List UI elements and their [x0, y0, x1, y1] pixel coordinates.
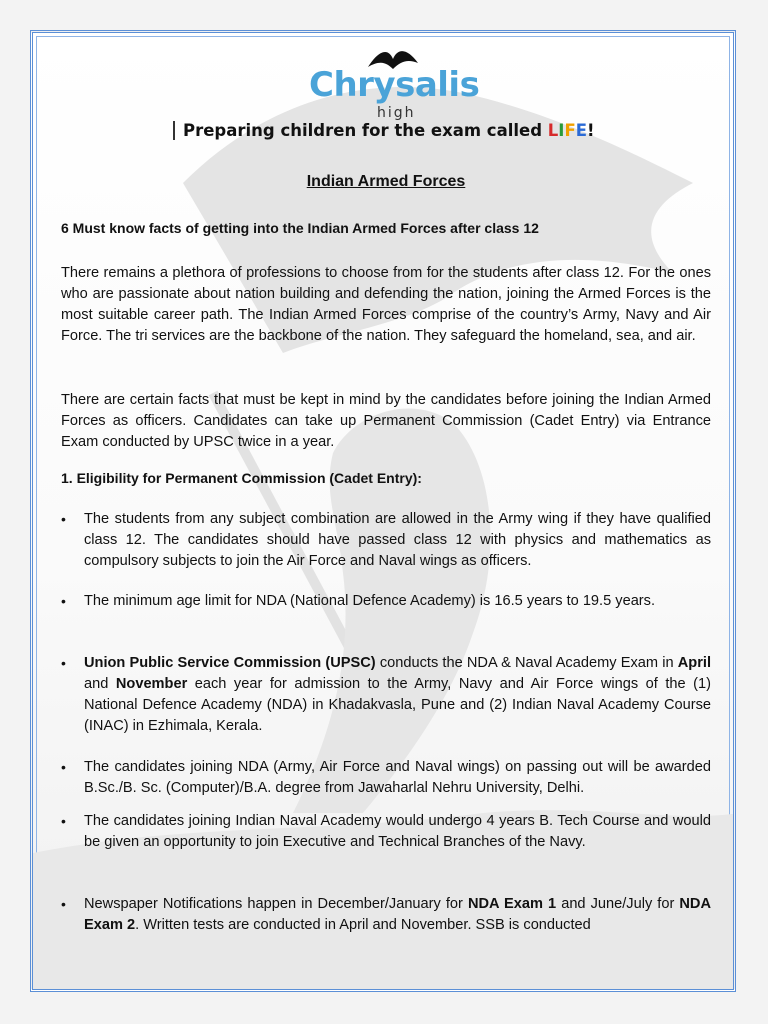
bold-text: Union Public Service Commission (UPSC)	[84, 655, 376, 671]
bold-text: November	[115, 676, 188, 692]
text-run: each year for admission to the Army, Navy and Air Force wings of the (1) National Defence Academy (NDA) in Khadakvasla, Pune and (2) Indian Naval Academy Course (INAC) in Ezhimala, Kerala.	[84, 676, 712, 734]
list-item	[61, 894, 711, 936]
text-run: and June/July for	[556, 896, 680, 912]
bullet-glyph: •	[61, 655, 66, 671]
intro-paragraph: There remains a plethora of professions to choose from for the students after class 12. For the ones who are passionate about nation building and defending the nation, joining the Armed Forces is the most suitable career path. The Indian Armed Forces comprise of the country’s Army, Navy and Air Force. The tri services are the backbone of the nation. They safeguard the homeland, sea, and air.	[61, 265, 711, 344]
list-item-text	[84, 894, 711, 936]
tagline-suffix: !	[587, 121, 595, 140]
text-run: and	[84, 676, 116, 692]
section-heading: 1. Eligibility for Permanent Commission (Cadet Entry):	[61, 470, 422, 486]
document-subtitle: 6 Must know facts of getting into the Indian Armed Forces after class 12	[61, 220, 539, 236]
tagline	[173, 121, 603, 140]
page-border-frame	[30, 30, 736, 992]
text-run: . Written tests are conducted in April and November. SSB is conducted	[135, 917, 591, 933]
bold-text: NDA Exam 2	[84, 896, 711, 933]
bullet-glyph: •	[61, 593, 66, 609]
list-item	[61, 757, 711, 799]
life-letter: L	[547, 121, 559, 140]
bullet-glyph: •	[61, 759, 66, 775]
logo-subtext: high	[377, 105, 416, 121]
list-item-text: The candidates joining NDA (Army, Air Force and Naval wings) on passing out will be awarded B.Sc./B. Sc. (Computer)/B.A. degree from Jawaharlal Nehru University, Delhi.	[84, 759, 711, 796]
list-item-text: The students from any subject combination are allowed in the Army wing if they have qualified class 12. The candidates should have passed class 12 with physics and mathematics as compulsory subjects to join the Air Force and Naval wings as officers.	[84, 511, 711, 569]
intro-paragraph: There are certain facts that must be kept in mind by the candidates before joining the Indian Armed Forces as officers. Candidates can take up Permanent Commission (Cadet Entry) via Entrance Exam conducted by UPSC twice in a year.	[61, 392, 711, 450]
list-item-text: The candidates joining Indian Naval Academy would undergo 4 years B. Tech Course and would be given an opportunity to join Executive and Technical Branches of the Navy.	[84, 813, 711, 850]
list-item	[61, 653, 711, 737]
list-item	[61, 509, 711, 572]
list-item-text: The minimum age limit for NDA (National Defence Academy) is 16.5 years to 19.5 years.	[84, 593, 656, 609]
bold-text: NDA Exam 1	[467, 896, 557, 912]
list-item	[61, 811, 711, 853]
list-item	[61, 591, 711, 612]
list-item-text	[84, 653, 711, 737]
life-letter: E	[575, 121, 587, 140]
life-letter: F	[564, 121, 576, 140]
tagline-prefix: Preparing children for the exam called	[183, 121, 548, 140]
bullet-glyph: •	[61, 896, 66, 912]
chrysalis-logo	[309, 45, 480, 125]
text-run: conducts the NDA & Naval Academy Exam in	[375, 655, 678, 671]
tagline-life	[548, 121, 587, 140]
text-run: Newspaper Notifications happen in December/January for	[84, 896, 468, 912]
document-title: Indian Armed Forces	[306, 173, 466, 190]
logo-wordmark: Chrysalis	[309, 65, 480, 105]
bullet-glyph: •	[61, 511, 66, 527]
bold-text: April	[677, 655, 711, 671]
life-letter: I	[558, 121, 565, 140]
bullet-glyph: •	[61, 813, 66, 829]
